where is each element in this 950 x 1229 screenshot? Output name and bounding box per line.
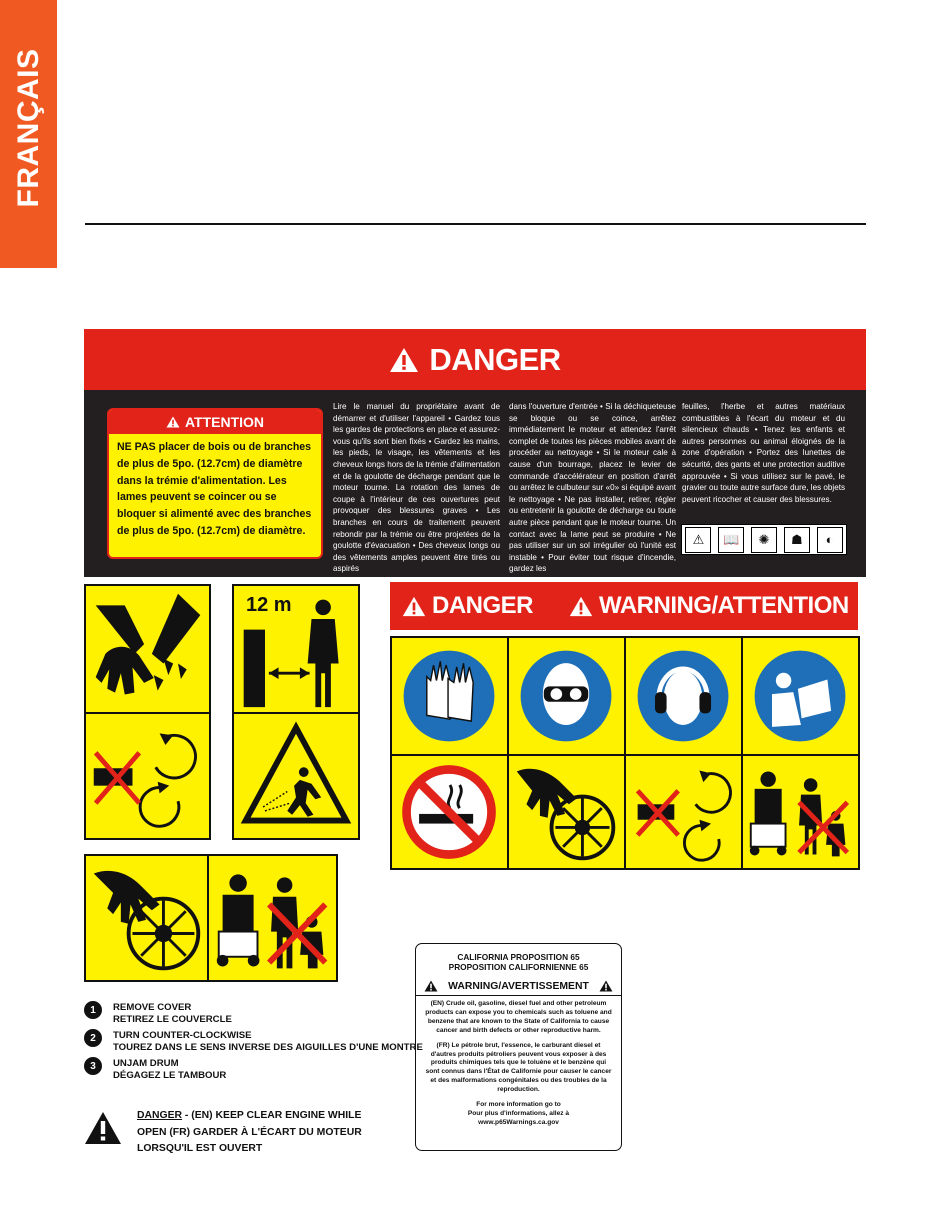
banner-danger xyxy=(402,592,533,620)
bystanders-icon: ☗ xyxy=(784,527,810,553)
step-3-en: UNJAM DRUM xyxy=(113,1058,179,1069)
no-smoking-pictogram xyxy=(390,754,509,870)
danger-note xyxy=(137,1108,372,1158)
prop65-more-en: For more information go to xyxy=(476,1101,561,1109)
no-smoking-icon xyxy=(392,756,507,868)
drum-entanglement-icon xyxy=(509,756,624,868)
danger-note-lead: DANGER xyxy=(137,1110,183,1121)
gloves-icon xyxy=(392,638,507,754)
read-manual-icon xyxy=(743,638,858,754)
goggles-pictogram xyxy=(507,636,626,756)
language-tab xyxy=(0,0,57,268)
bystanders-pictogram-2 xyxy=(207,854,338,982)
keep-bystanders-away-icon xyxy=(743,756,858,868)
read-manual-pictogram xyxy=(741,636,860,756)
hand-blade-icon xyxy=(86,586,209,712)
rotation-icon xyxy=(86,714,209,838)
exclamation-triangle-icon xyxy=(84,1111,122,1145)
rotate-no-hand-pictogram-2 xyxy=(624,754,743,870)
danger-note-text: - (EN) KEEP CLEAR ENGINE WHILE OPEN (FR) GARDER À L'ÉCART DU MOTEUR LORSQU'IL EST OUVERT xyxy=(137,1110,362,1154)
attention-header xyxy=(109,410,321,434)
drum-hand-pictogram-2 xyxy=(84,854,209,982)
step-3-fr: DÉGAGEZ LE TAMBOUR xyxy=(113,1070,227,1081)
danger-header xyxy=(84,329,866,390)
drum-hand-pictogram xyxy=(507,754,626,870)
warning-triangle-icon xyxy=(569,596,593,617)
thrown-objects-pictogram xyxy=(232,712,360,840)
thrown-objects-warning-icon xyxy=(234,714,358,838)
prop65-url: www.p65Warnings.ca.gov xyxy=(478,1118,559,1126)
drum-entanglement-icon xyxy=(86,856,207,980)
step-1-en: REMOVE COVER xyxy=(113,1002,192,1013)
banner-warning xyxy=(569,592,849,620)
step-number: 3 xyxy=(84,1057,102,1075)
safety-text-column-2: dans l'ouverture d'entrée • Si la déchiqueteuse se bloque ou se coince, arrêtez immédiatement le moteur et attendez l'arrêt complet de toutes les pièces mobiles avant de procéder au nettoyage • Si le moteur cale à cause d'un bourrage, placez le levier de commande d'accélérateur en position d'arrêt ou arrêtez le culbuteur sur «0» si équipé avant le nettoyage • Ne pas installer, retirer, régler ou entretenir la goulotte de décharge ou toute autre pièce pendant que le moteur tourne. Un contact avec la lame peut se produire • Ne pas utiliser sur un sol irrégulier où l'unité est instable • Pour éviter tout risque d'incendie, gardez les xyxy=(509,402,676,574)
step-2-fr: TOUREZ DANS LE SENS INVERSE DES AIGUILLES D'UNE MONTRE xyxy=(113,1042,423,1053)
ear-protection-icon xyxy=(626,638,741,754)
prop65-more-fr: Pour plus d'informations, allez à xyxy=(467,1109,570,1117)
prop65-title-en: CALIFORNIA PROPOSITION 65 xyxy=(457,952,580,962)
step-1 xyxy=(84,1001,232,1026)
step-3 xyxy=(84,1057,226,1082)
safety-text-column-1: Lire le manuel du propriétaire avant de démarrer et d'utiliser l'appareil • Gardez tous les gardes de protections en place et assurez-vous qu'ils sont bien fixés • Gardez les mains, les pieds, le visage, les vêtements et les cheveux longs hors de la trémie d'alimentation et de la goulotte de décharge pendant que le moteur tourne. La rotation des lames de coupe à l'intérieur de ces ouvertures peut provoquer des blessures graves • Les branches en cours de traitement peuvent rebondir par la trémie ou être projetées de la goulotte d'évacuation • Des cheveux longs ou des vêtements amples peuvent être tirés ou aspirés xyxy=(333,402,500,574)
step-number: 2 xyxy=(84,1029,102,1047)
gloves-pictogram xyxy=(390,636,509,756)
warning-triangle-icon xyxy=(402,596,426,617)
safety-text-column-3: feuilles, l'herbe et autres matériaux combustibles à l'écart du moteur et du silencieux chauds • Tenez les enfants et autres personnes ou animal éloignés de la zone d'opération • Portez des lunettes de sécurité, des gants et une protection auditive approuvée • Si vous utilisez sur le pavé, le gravier ou toute autre surface dure, les objets peuvent ricocher et causer des blessures. xyxy=(682,402,845,504)
distance-pictogram xyxy=(232,584,360,714)
attention-text: NE PAS placer de bois ou de branches de plus de 5po. (12.7cm) de diamètre dans la trémie d'alimentation. Les lames peuvent se coincer ou se bloquer si alimenté avec des branches de plus de 5po. (12.7cm) de diamètre. xyxy=(117,441,312,537)
warning-icon: ⚠ xyxy=(685,527,711,553)
prop65-text-en: (EN) Crude oil, gasoline, diesel fuel and other petroleum products can expose you to chemicals such as toluene and benzene that are known to the State of California to cause cancer and birth defects or other reproductive harm. xyxy=(425,1000,612,1034)
warning-triangle-icon xyxy=(424,980,438,992)
prop65-heading: WARNING/AVERTISSEMENT xyxy=(448,980,589,992)
attention-box xyxy=(107,408,323,559)
prop65-label xyxy=(415,943,622,1151)
rotate-no-hand-pictogram xyxy=(84,712,211,840)
step-number: 1 xyxy=(84,1001,102,1019)
main-danger-label xyxy=(84,329,866,577)
hand-cut-pictogram xyxy=(84,584,211,714)
ear-protection-pictogram xyxy=(624,636,743,756)
prop65-text-fr: (FR) Le pétrole brut, l'essence, le carburant diesel et d'autres produits pétroliers peuvent vous exposer à des produits chimiques tels que le toluène et le benzène qui sont connus dans l'État de Californie pour causer le cancer et des malformations congénitales ou des troubles de la reproduction. xyxy=(425,1041,612,1094)
language-label: FRANÇAIS xyxy=(11,48,45,208)
distance-label: 12 m xyxy=(246,594,292,616)
warning-triangle-icon xyxy=(599,980,613,992)
rotation-icon xyxy=(626,756,741,868)
divider-rule xyxy=(85,223,866,225)
warning-triangle-icon xyxy=(166,416,180,428)
attention-title: ATTENTION xyxy=(184,414,265,430)
danger-warning-banner xyxy=(390,582,858,630)
banner-danger-label: DANGER xyxy=(432,592,534,619)
bystanders-pictogram xyxy=(741,754,860,870)
keep-bystanders-away-icon xyxy=(209,856,336,980)
step-1-fr: RETIREZ LE COUVERCLE xyxy=(113,1014,232,1025)
banner-warning-label: WARNING/ATTENTION xyxy=(599,592,849,619)
safety-icon-strip xyxy=(681,524,847,555)
prop65-heading-row xyxy=(424,980,613,992)
goggles-icon: ◐ xyxy=(817,527,843,553)
prop65-title-fr: PROPOSITION CALIFORNIENNE 65 xyxy=(448,962,589,972)
manual-icon: 📖 xyxy=(718,527,744,553)
danger-title: DANGER xyxy=(429,341,561,377)
step-2 xyxy=(84,1029,423,1054)
step-2-en: TURN COUNTER-CLOCKWISE xyxy=(113,1030,252,1041)
blade-icon: ✺ xyxy=(751,527,777,553)
goggles-icon xyxy=(509,638,624,754)
warning-triangle-icon xyxy=(389,347,419,373)
